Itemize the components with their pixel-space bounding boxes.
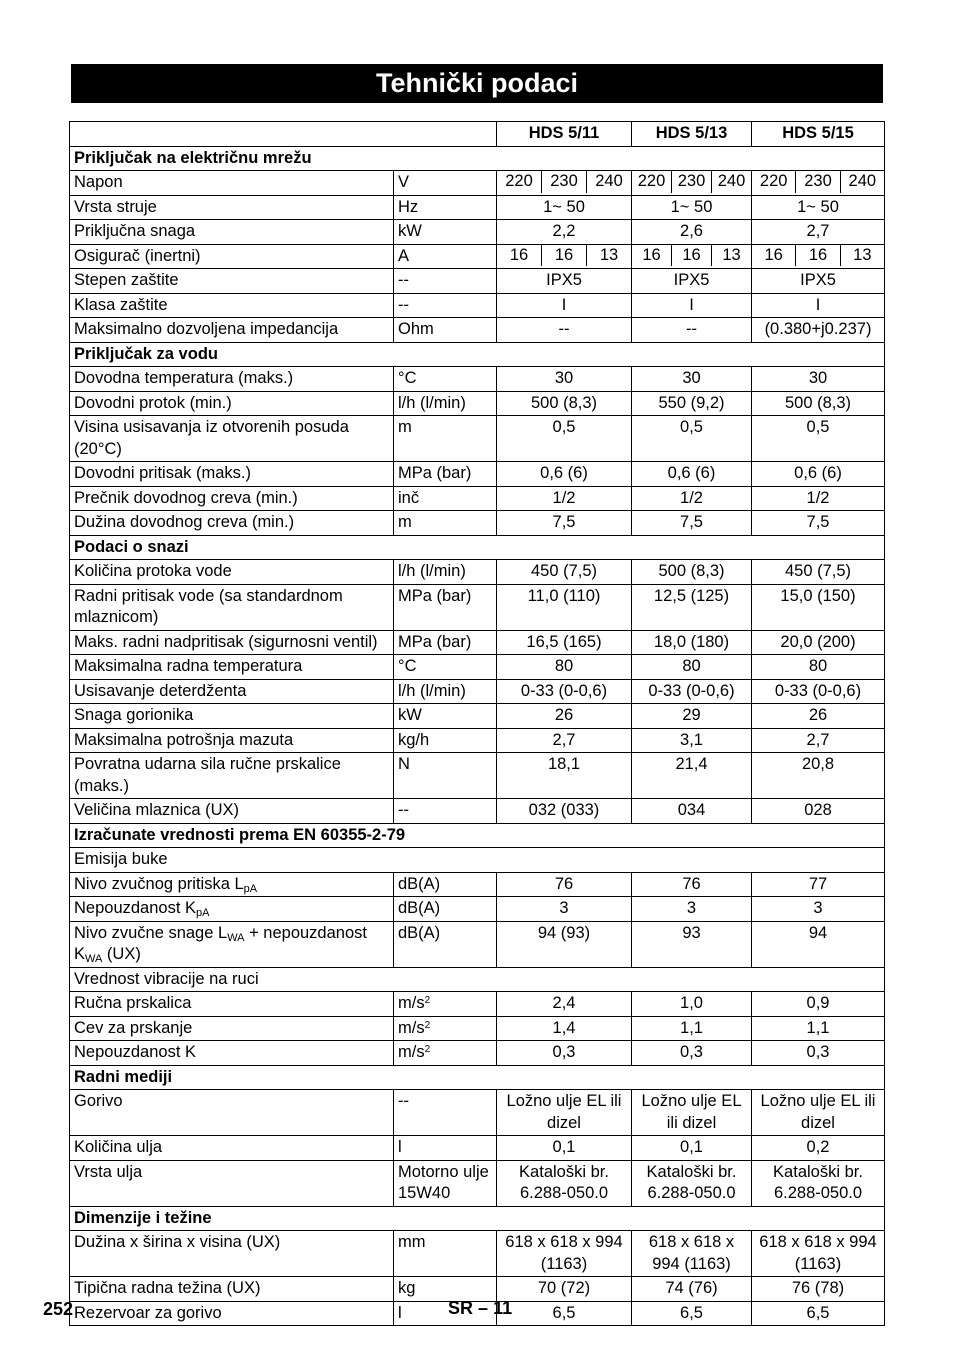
value: 13 [711,245,751,267]
value-cell: 3,1 [632,728,752,753]
value-cell: 034 [632,799,752,824]
value-cell: 1~ 50 [497,195,632,220]
value-cell: 0,3 [632,1041,752,1066]
row-label: Dovodni protok (min.) [70,391,394,416]
row-unit: kg/h [394,728,497,753]
value-cell: 11,0 (110) [497,584,632,630]
value-cell: 30 [497,367,632,392]
label-text: + nepouzdanost K [74,923,367,963]
row-label [70,897,394,922]
table-row [70,630,885,655]
value-cell: 93 [632,921,752,967]
row-label: Maksimalna potrošnja mazuta [70,728,394,753]
value-cell: 500 (8,3) [632,560,752,585]
row-unit: Hz [394,195,497,220]
value-cell [632,244,752,269]
row-unit: kW [394,220,497,245]
row-unit: dB(A) [394,897,497,922]
row-label: Prečnik dovodnog creva (min.) [70,486,394,511]
table-row [70,753,885,799]
value-cell: 1,1 [752,1016,885,1041]
value-cell: 77 [752,872,885,897]
label-text: (UX) [102,945,141,963]
value: 220 [505,172,533,190]
value-cell: I [497,293,632,318]
value-cell [497,171,632,196]
table-row [70,799,885,824]
section-heading: Priključak na električnu mrežu [70,146,885,171]
value-cell: 0,6 (6) [632,462,752,487]
row-label: Napon [70,171,394,196]
value-cell: 12,5 (125) [632,584,752,630]
value-cell: 0,1 [497,1136,632,1161]
value-cell: 70 (72) [497,1277,632,1302]
section-heading: Izračunate vrednosti prema EN 60355-2-79 [70,823,885,848]
table-row [70,171,885,196]
value-cell: 618 x 618 x 994 (1163) [752,1231,885,1277]
value: 16 [509,245,529,264]
value-cell: 032 (033) [497,799,632,824]
row-label: Snaga gorionika [70,704,394,729]
table-row [70,560,885,585]
subsection-row [70,967,885,992]
model-header: HDS 5/15 [752,122,885,147]
row-label: Vrsta struje [70,195,394,220]
table-row [70,1016,885,1041]
value-cell: 028 [752,799,885,824]
table-row [70,486,885,511]
row-unit: °C [394,367,497,392]
row-label [70,921,394,967]
row-label: Dovodni pritisak (maks.) [70,462,394,487]
value-cell: 3 [497,897,632,922]
value-cell: 2,7 [497,728,632,753]
value: 13 [840,245,884,267]
value-cell: 0-33 (0-0,6) [752,679,885,704]
value-cell: 0,3 [752,1041,885,1066]
subsection-row [70,848,885,873]
value-cell: 1/2 [752,486,885,511]
value-cell: 618 x 618 x 994 (1163) [632,1231,752,1277]
value-cell: 80 [632,655,752,680]
row-label: Tipična radna težina (UX) [70,1277,394,1302]
row-label: Rezervoar za gorivo [70,1301,394,1326]
value-cell: 94 (93) [497,921,632,967]
row-unit [394,1016,497,1041]
row-label: Usisavanje deterdženta [70,679,394,704]
label-subscript: WA [85,953,103,965]
table-row [70,293,885,318]
value-cell: -- [497,318,632,343]
value-cell: IPX5 [497,269,632,294]
section-heading: Dimenzije i težine [70,1206,885,1231]
value-cell [752,171,885,196]
row-unit: dB(A) [394,921,497,967]
value-cell: Kataloški br. 6.288-050.0 [752,1160,885,1206]
row-label: Dovodna temperatura (maks.) [70,367,394,392]
footer-section-label [448,1298,512,1319]
section-row [70,1206,885,1231]
row-unit: MPa (bar) [394,584,497,630]
value-cell: 1~ 50 [632,195,752,220]
value: 220 [759,172,788,190]
table-row [70,511,885,536]
value-cell: 450 (7,5) [752,560,885,585]
value-cell: 80 [497,655,632,680]
row-unit: -- [394,1090,497,1136]
value-cell: 1/2 [632,486,752,511]
table-row [70,220,885,245]
value-cell: 76 (78) [752,1277,885,1302]
table-row [70,992,885,1017]
section-row [70,535,885,560]
row-unit: -- [394,269,497,294]
unit-text: m/s [398,994,425,1012]
section-heading: Podaci o snazi [70,535,885,560]
label-text: Nivo zvučne snage L [74,923,228,942]
row-label: Dužina dovodnog creva (min.) [70,511,394,536]
value-cell: 20,8 [752,753,885,799]
row-unit: Motorno ulje 15W40 [394,1160,497,1206]
value-cell: 0,9 [752,992,885,1017]
value-cell: 18,0 (180) [632,630,752,655]
value-cell: 0,6 (6) [752,462,885,487]
value-cell: 15,0 (150) [752,584,885,630]
value-cell: 2,4 [497,992,632,1017]
value-cell: (0.380+j0.237) [752,318,885,343]
table-row [70,728,885,753]
value-cell: IPX5 [632,269,752,294]
value-cell: 0,5 [497,416,632,462]
row-unit: l/h (l/min) [394,391,497,416]
value-cell: 2,2 [497,220,632,245]
row-unit: MPa (bar) [394,630,497,655]
section-heading: Priključak za vodu [70,342,885,367]
row-unit: l [394,1301,497,1326]
table-row [70,1041,885,1066]
value-cell: 500 (8,3) [497,391,632,416]
row-label: Vrsta ulja [70,1160,394,1206]
subsection-heading: Vrednost vibracije na ruci [70,967,885,992]
row-label: Cev za prskanje [70,1016,394,1041]
label-subscript: WA [227,931,245,944]
page-number: 252 [43,1299,74,1319]
value-cell: 26 [497,704,632,729]
value: 230 [671,171,711,193]
row-label: Maks. radni nadpritisak (sigurnosni ventil) [70,630,394,655]
row-label: Visina usisavanja iz otvorenih posuda (20°C) [70,416,394,462]
row-unit: Ohm [394,318,497,343]
value: 230 [541,171,586,193]
section-row [70,823,885,848]
value: 240 [711,171,751,193]
table-row [70,704,885,729]
value-cell: 76 [632,872,752,897]
value-cell: 0,1 [632,1136,752,1161]
row-unit: mm [394,1231,497,1277]
value-cell: 7,5 [632,511,752,536]
label-text: Nepouzdanost K [74,899,197,917]
value-cell: 6,5 [497,1301,632,1326]
value-cell: 30 [752,367,885,392]
value-cell: 500 (8,3) [752,391,885,416]
section-page-number: 11 [493,1298,513,1318]
value-cell: 1,1 [632,1016,752,1041]
table-row [70,584,885,630]
value-cell: 550 (9,2) [632,391,752,416]
table-row [70,872,885,897]
value-cell: 29 [632,704,752,729]
row-unit: dB(A) [394,872,497,897]
value-cell: Kataloški br. 6.288-050.0 [497,1160,632,1206]
table-row [70,244,885,269]
value-cell: 2,6 [632,220,752,245]
row-unit: N [394,753,497,799]
row-unit: l/h (l/min) [394,560,497,585]
row-label [70,872,394,897]
value-cell: 26 [752,704,885,729]
row-unit: inč [394,486,497,511]
section-row [70,1065,885,1090]
row-label: Osigurač (inertni) [70,244,394,269]
language-code: SR [448,1298,474,1318]
value: 16 [671,245,711,267]
technical-data-table [69,121,885,1326]
value: 16 [642,245,661,264]
row-label: Klasa zaštite [70,293,394,318]
table-row [70,1231,885,1277]
label-subscript: pA [243,882,258,895]
value-cell: 0,6 (6) [497,462,632,487]
row-unit [394,992,497,1017]
table-row [70,462,885,487]
table-row [70,1090,885,1136]
unit-superscript: 2 [424,995,431,1006]
value-cell: 6,5 [632,1301,752,1326]
value-cell: 2,7 [752,220,885,245]
value-cell: 7,5 [497,511,632,536]
label-subscript: pA [196,907,210,919]
table-row [70,416,885,462]
row-unit [394,1041,497,1066]
value-cell [497,244,632,269]
value-cell: 30 [632,367,752,392]
value-cell: -- [632,318,752,343]
row-unit: MPa (bar) [394,462,497,487]
table-row [70,921,885,967]
value-cell: 0,5 [752,416,885,462]
value-cell: 2,7 [752,728,885,753]
value-cell: 1,4 [497,1016,632,1041]
table-row [70,318,885,343]
value-cell: I [632,293,752,318]
unit-superscript: 2 [424,1019,431,1031]
page-title: Tehnički podaci [71,64,883,103]
value-cell: 7,5 [752,511,885,536]
table-row [70,391,885,416]
table-row [70,195,885,220]
row-label: Ručna prskalica [70,992,394,1017]
table-row [70,269,885,294]
row-label: Gorivo [70,1090,394,1136]
row-unit: °C [394,655,497,680]
value: 16 [764,245,783,264]
value-cell: Kataloški br. 6.288-050.0 [632,1160,752,1206]
value-cell: 80 [752,655,885,680]
value-cell: 1~ 50 [752,195,885,220]
value-cell: 74 (76) [632,1277,752,1302]
row-label: Radni pritisak vode (sa standardnom mlaznicom) [70,584,394,630]
unit-text: m/s [398,1018,425,1037]
value-cell: IPX5 [752,269,885,294]
value-cell: Ložno ulje EL ili dizel [497,1090,632,1136]
value-cell: 20,0 (200) [752,630,885,655]
value-cell: 6,5 [752,1301,885,1326]
row-unit: l/h (l/min) [394,679,497,704]
row-label: Maksimalno dozvoljena impedancija [70,318,394,343]
row-label: Količina ulja [70,1136,394,1161]
value-cell [752,244,885,269]
table-header-row [70,122,885,147]
value-cell: 16,5 (165) [497,630,632,655]
value: 220 [637,172,666,190]
row-unit: V [394,171,497,196]
table-row [70,655,885,680]
table-row [70,897,885,922]
value-cell: 0,2 [752,1136,885,1161]
row-unit: A [394,244,497,269]
value-cell: 1,0 [632,992,752,1017]
label-text: Nivo zvučnog pritiska L [74,874,244,893]
value-cell: 76 [497,872,632,897]
table-row [70,367,885,392]
row-label: Dužina x širina x visina (UX) [70,1231,394,1277]
value-cell: 0,5 [632,416,752,462]
value-cell: 94 [752,921,885,967]
row-label: Nepouzdanost K [70,1041,394,1066]
value-cell: 618 x 618 x 994 (1163) [497,1231,632,1277]
unit-text: m/s [398,1043,425,1061]
unit-superscript: 2 [424,1044,431,1055]
row-unit: m [394,416,497,462]
section-row [70,146,885,171]
row-unit: m [394,511,497,536]
value-cell: 21,4 [632,753,752,799]
row-label: Količina protoka vode [70,560,394,585]
value-cell [632,171,752,196]
table-row [70,679,885,704]
row-unit: l [394,1136,497,1161]
value-cell: 18,1 [497,753,632,799]
value: 240 [840,171,884,193]
value: 230 [795,171,839,193]
table-row [70,1136,885,1161]
value-cell: 0-33 (0-0,6) [497,679,632,704]
section-row [70,342,885,367]
header-blank-cell [70,122,497,147]
value-cell: 3 [632,897,752,922]
value-cell: 0-33 (0-0,6) [632,679,752,704]
row-unit: -- [394,293,497,318]
row-unit: kg [394,1277,497,1302]
section-heading: Radni mediji [70,1065,885,1090]
value-cell: 1/2 [497,486,632,511]
row-label: Povratna udarna sila ručne prskalice (maks.) [70,753,394,799]
value-cell: Ložno ulje EL ili dizel [632,1090,752,1136]
value: 16 [795,245,839,267]
row-label: Stepen zaštite [70,269,394,294]
value-cell: 450 (7,5) [497,560,632,585]
value-cell: 3 [752,897,885,922]
value-cell: 0,3 [497,1041,632,1066]
row-label: Priključna snaga [70,220,394,245]
row-label: Maksimalna radna temperatura [70,655,394,680]
footer-dash: – [478,1298,489,1318]
value: 16 [541,245,586,267]
value: 13 [586,245,631,267]
row-unit: kW [394,704,497,729]
row-unit: -- [394,799,497,824]
value-cell: Ložno ulje EL ili dizel [752,1090,885,1136]
model-header: HDS 5/13 [632,122,752,147]
value-cell: I [752,293,885,318]
subsection-heading: Emisija buke [70,848,885,873]
table-row [70,1160,885,1206]
row-label: Veličina mlaznica (UX) [70,799,394,824]
model-header: HDS 5/11 [497,122,632,147]
value: 240 [586,171,631,193]
